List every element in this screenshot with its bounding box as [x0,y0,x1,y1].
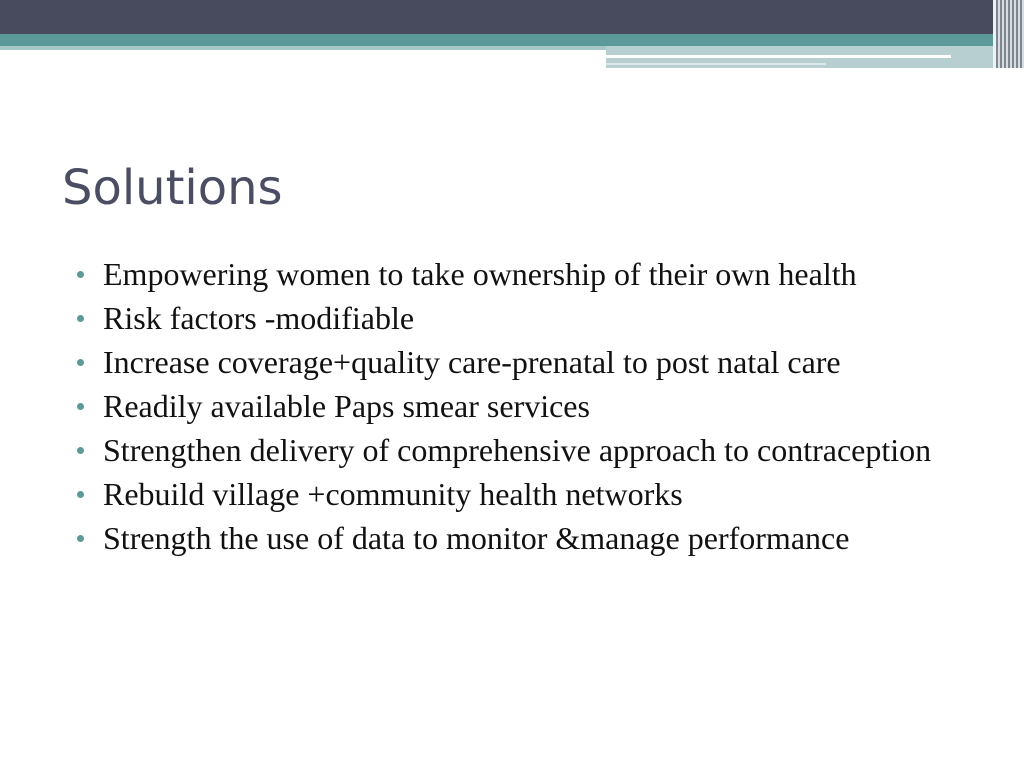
bullet-item [73,387,963,425]
bullet-text: Readily available Paps smear services [103,388,590,424]
bullet-text: Increase coverage+quality care-prenatal to post natal care [103,344,841,380]
bullet-item [73,475,963,513]
bullet-icon [77,491,84,498]
bullet-item [73,519,963,557]
header-accent-line [606,55,951,58]
header-accent-line [606,63,826,65]
bullet-icon [77,271,84,278]
bullet-text: Empowering women to take ownership of their own health [103,256,857,292]
bullet-icon [77,403,84,410]
corner-stripe-cap [993,0,996,68]
bullet-icon [77,315,84,322]
header-band-dark [0,0,1024,34]
bullet-list [73,255,963,563]
bullet-text: Risk factors -modifiable [103,300,415,336]
header-band-teal [0,34,1024,46]
bullet-item [73,343,963,381]
slide-title: Solutions [62,160,283,216]
bullet-icon [77,447,84,454]
bullet-item [73,255,963,293]
bullet-text: Strength the use of data to monitor &manage performance [103,520,850,556]
bullet-item [73,299,963,337]
bullet-text: Strengthen delivery of comprehensive approach to contraception [103,432,932,468]
bullet-icon [77,535,84,542]
bullet-item [73,431,963,469]
corner-stripes [994,0,1024,68]
bullet-icon [77,359,84,366]
bullet-text: Rebuild village +community health networks [103,476,683,512]
